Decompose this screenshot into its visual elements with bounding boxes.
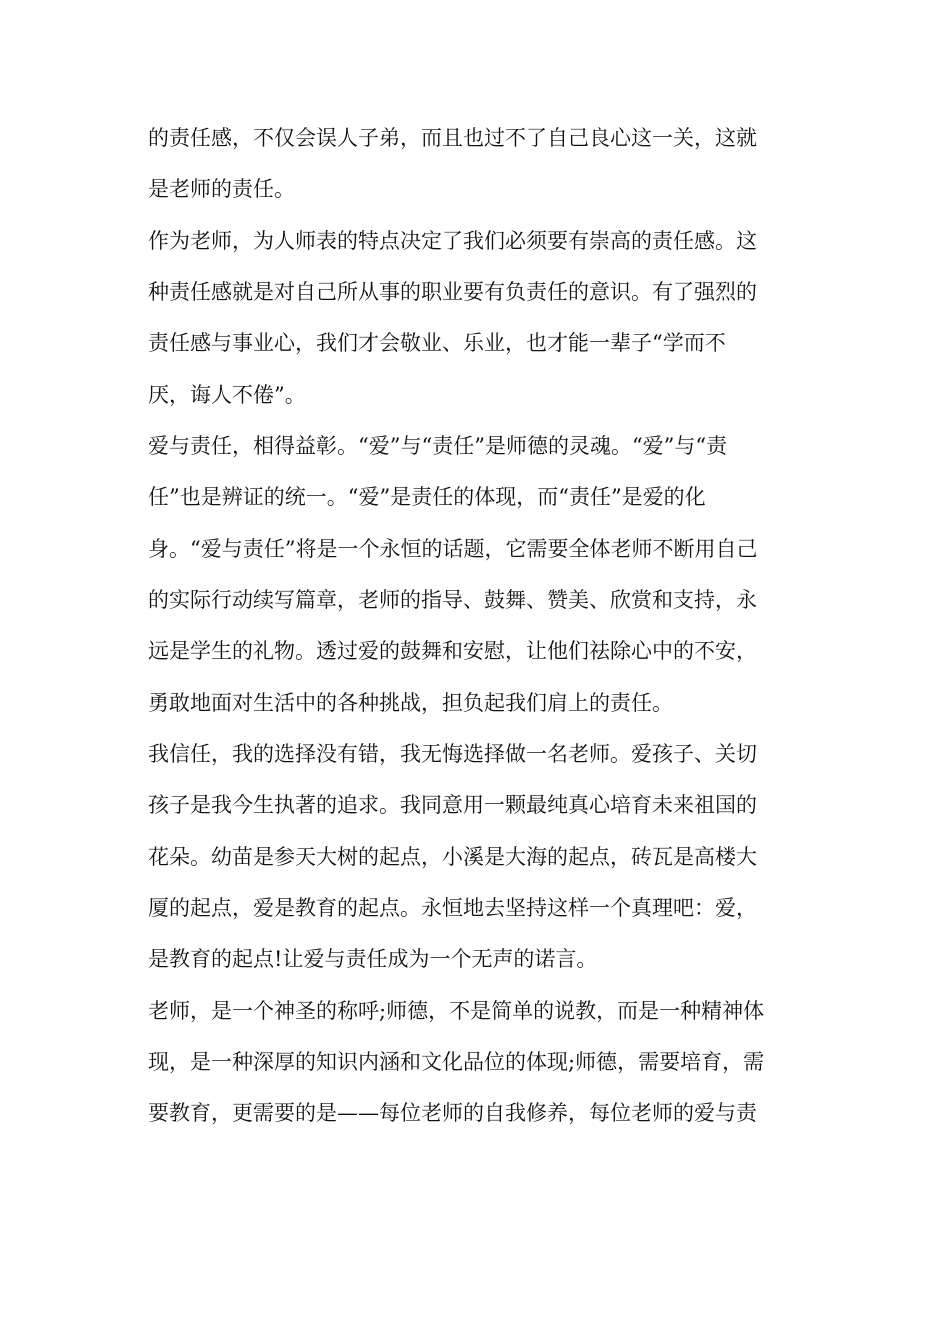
text-line: 远是学生的礼物。透过爱的鼓舞和安慰，让他们祛除心中的不安， [148, 639, 757, 663]
text-line: 要教育，更需要的是——每位老师的自我修养，每位老师的爱与责 [148, 1101, 757, 1125]
text-line: 是老师的责任。 [148, 177, 295, 201]
text-line: 花朵。幼苗是参天大树的起点，小溪是大海的起点，砖瓦是高楼大 [148, 845, 757, 869]
text-line: 我信任，我的选择没有错，我无悔选择做一名老师。爱孩子、关切 [148, 742, 757, 766]
text-line: 种责任感就是对自己所从事的职业要有负责任的意识。有了强烈的 [148, 280, 757, 304]
text-line: 责任感与事业心，我们才会敬业、乐业，也才能一辈子“学而不 [148, 331, 726, 355]
text-line: 是教育的起点!让爱与责任成为一个无声的诺言。 [148, 947, 598, 971]
text-line: 厦的起点，爱是教育的起点。永恒地去坚持这样一个真理吧：爱， [148, 896, 757, 920]
text-line: 身。“爱与责任”将是一个永恒的话题，它需要全体老师不断用自己 [148, 537, 758, 561]
text-line: 作为老师，为人师表的特点决定了我们必须要有崇高的责任感。这 [148, 229, 757, 253]
text-line: 现，是一种深厚的知识内涵和文化品位的体现;师德，需要培育，需 [148, 1050, 765, 1074]
text-line: 老师，是一个神圣的称呼;师德，不是简单的说教，而是一种精神体 [148, 999, 765, 1023]
text-line: 孩子是我今生执著的追求。我同意用一颗最纯真心培育未来祖国的 [148, 793, 757, 817]
text-line: 的实际行动续写篇章，老师的指导、鼓舞、赞美、欣赏和支持，永 [148, 588, 757, 612]
text-line: 厌，诲人不倦”。 [148, 383, 306, 407]
text-line: 任”也是辨证的统一。“爱”是责任的体现，而“责任”是爱的化 [148, 485, 706, 509]
text-line: 爱与责任，相得益彰。“爱”与“责任”是师德的灵魂。“爱”与“责 [148, 434, 728, 458]
text-line: 勇敢地面对生活中的各种挑战，担负起我们肩上的责任。 [148, 691, 673, 715]
text-line: 的责任感，不仅会误人子弟，而且也过不了自己良心这一关，这就 [148, 126, 757, 150]
